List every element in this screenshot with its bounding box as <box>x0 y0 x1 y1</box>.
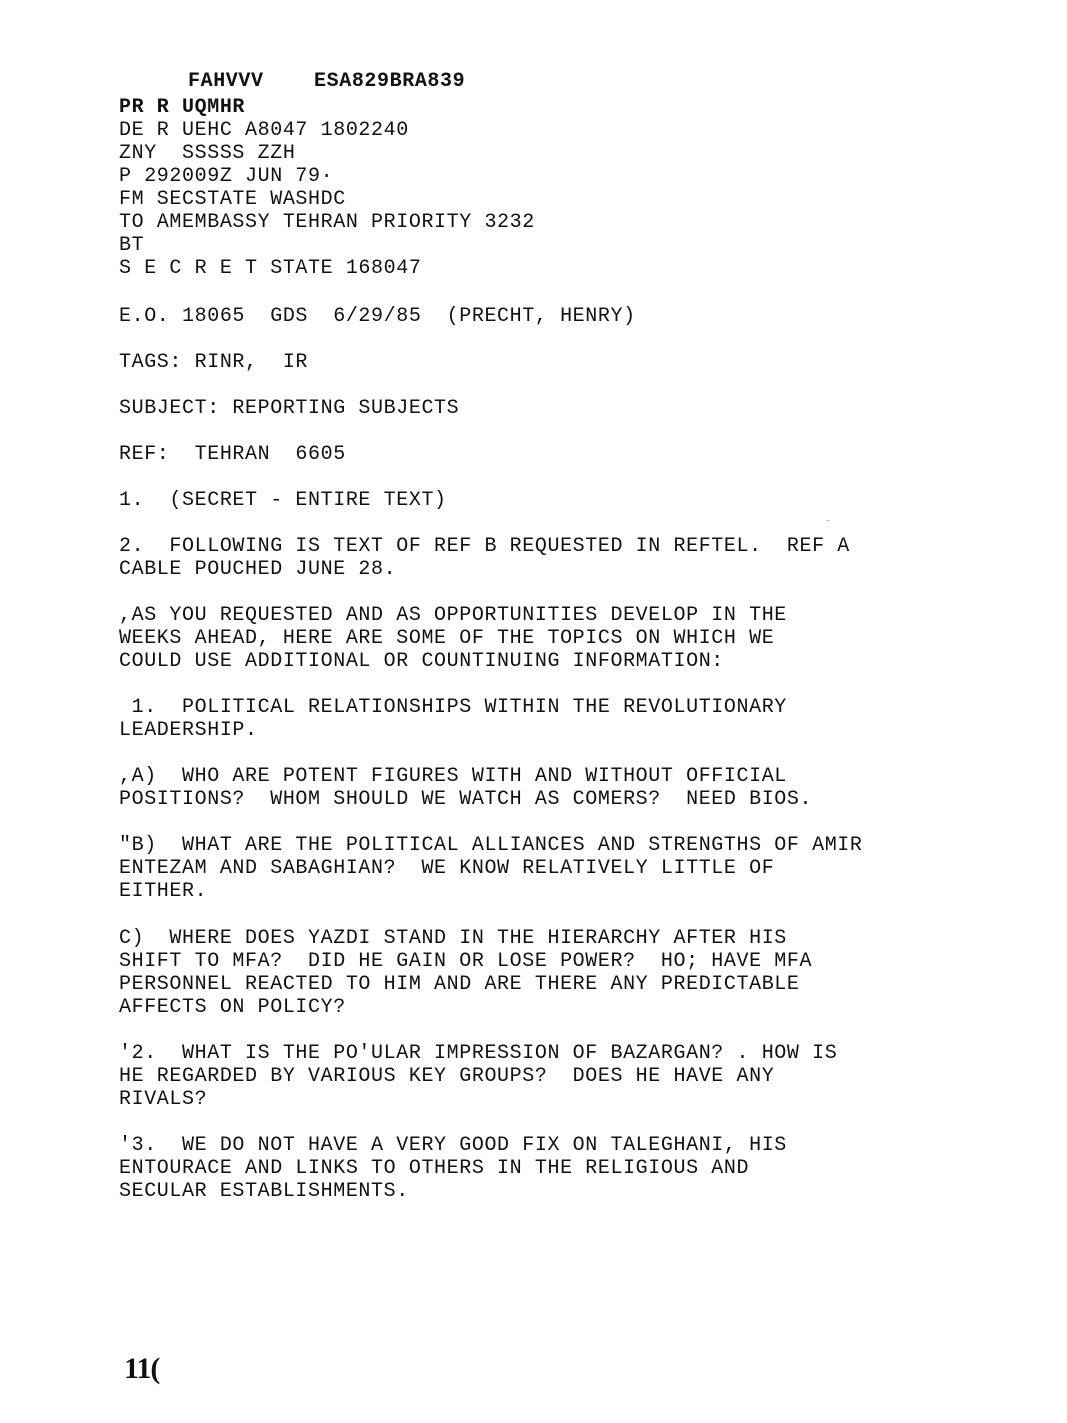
item-c-line-2: SHIFT TO MFA? DID HE GAIN OR LOSE POWER? HO; HAVE MFA <box>119 950 813 973</box>
item-3-line-1: '3. WE DO NOT HAVE A VERY GOOD FIX ON TALEGHANI, HIS <box>119 1134 787 1157</box>
page-number: 11( <box>124 1352 160 1385</box>
date-time-group: P 292009Z JUN 79· <box>119 165 334 188</box>
paragraph-1: 1. (SECRET - ENTIRE TEXT) <box>119 489 447 512</box>
paragraph-2-line-1: 2. FOLLOWING IS TEXT OF REF B REQUESTED IN REFTEL. REF A <box>119 535 850 558</box>
classification-line: S E C R E T STATE 168047 <box>119 257 422 280</box>
paragraph-3-line-2: WEEKS AHEAD, HERE ARE SOME OF THE TOPICS ON WHICH WE <box>119 627 775 650</box>
cable-header-id: FAHVVV ESA829BRA839 <box>188 70 466 93</box>
from-line: FM SECSTATE WASHDC <box>119 188 346 211</box>
item-a-line-2: POSITIONS? WHOM SHOULD WE WATCH AS COMERS? NEED BIOS. <box>119 788 813 811</box>
item-3-line-3: SECULAR ESTABLISHMENTS. <box>119 1180 409 1203</box>
item-2-line-3: RIVALS? <box>119 1088 208 1111</box>
to-line: TO AMEMBASSY TEHRAN PRIORITY 3232 <box>119 211 535 234</box>
item-1-line-2: LEADERSHIP. <box>119 719 258 742</box>
item-a-line-1: ,A) WHO ARE POTENT FIGURES WITH AND WITHOUT OFFICIAL <box>119 765 787 788</box>
routing-line-1: PR R UQMHR <box>119 96 246 119</box>
paragraph-3-line-3: COULD USE ADDITIONAL OR COUNTINUING INFORMATION: <box>119 650 724 673</box>
item-1-line-1: 1. POLITICAL RELATIONSHIPS WITHIN THE REVOLUTIONARY <box>119 696 787 719</box>
ref-line: REF: TEHRAN 6605 <box>119 443 346 466</box>
subject-line: SUBJECT: REPORTING SUBJECTS <box>119 397 460 420</box>
routing-line-3: ZNY SSSSS ZZH <box>119 142 296 165</box>
break-marker: BT <box>119 234 145 257</box>
routing-line-2: DE R UEHC A8047 1802240 <box>119 119 409 142</box>
paragraph-3-line-1: ,AS YOU REQUESTED AND AS OPPORTUNITIES DEVELOP IN THE <box>119 604 787 627</box>
item-2-line-1: '2. WHAT IS THE PO'ULAR IMPRESSION OF BAZARGAN? . HOW IS <box>119 1042 838 1065</box>
item-b-line-1: "B) WHAT ARE THE POLITICAL ALLIANCES AND STRENGTHS OF AMIR <box>119 834 863 857</box>
item-c-line-3: PERSONNEL REACTED TO HIM AND ARE THERE ANY PREDICTABLE <box>119 973 800 996</box>
item-3-line-2: ENTOURACE AND LINKS TO OTHERS IN THE RELIGIOUS AND <box>119 1157 750 1180</box>
item-b-line-3: EITHER. <box>119 880 208 903</box>
tags-line: TAGS: RINR, IR <box>119 351 309 374</box>
item-c-line-1: C) WHERE DOES YAZDI STAND IN THE HIERARCHY AFTER HIS <box>119 927 787 950</box>
item-c-line-4: AFFECTS ON POLICY? <box>119 996 346 1019</box>
eo-line: E.O. 18065 GDS 6/29/85 (PRECHT, HENRY) <box>119 305 636 328</box>
item-b-line-2: ENTEZAM AND SABAGHIAN? WE KNOW RELATIVELY LITTLE OF <box>119 857 775 880</box>
paragraph-2-line-2: CABLE POUCHED JUNE 28. <box>119 558 397 581</box>
scan-speck <box>826 520 829 521</box>
item-2-line-2: HE REGARDED BY VARIOUS KEY GROUPS? DOES HE HAVE ANY <box>119 1065 775 1088</box>
